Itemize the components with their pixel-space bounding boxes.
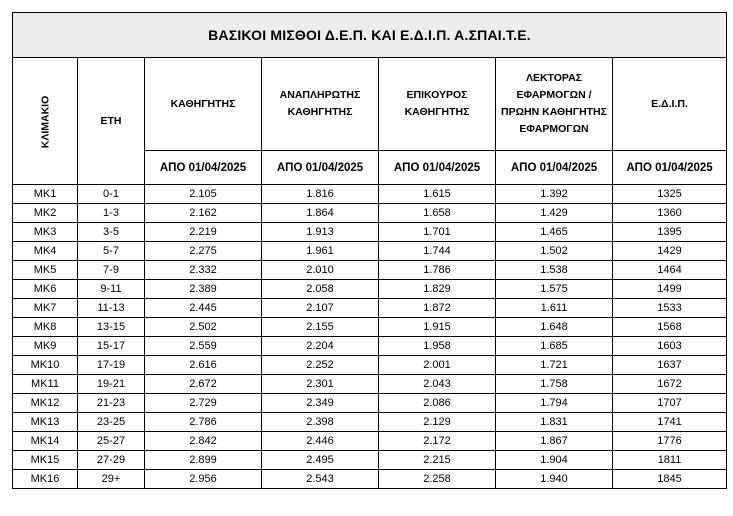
- table-row: [13, 204, 727, 223]
- associate-salary-cell: 1.961: [262, 242, 379, 261]
- edip-salary-cell: 1637: [613, 356, 727, 375]
- assistant-salary-cell: 2.215: [379, 451, 496, 470]
- table-row: [13, 318, 727, 337]
- associate-salary-cell: 2.398: [262, 413, 379, 432]
- years-cell: 9-11: [78, 280, 145, 299]
- lecturer-salary-cell: 1.429: [496, 204, 613, 223]
- professor-salary-cell: 2.616: [145, 356, 262, 375]
- lecturer-salary-cell: 1.831: [496, 413, 613, 432]
- associate-salary-cell: 1.913: [262, 223, 379, 242]
- step-cell: ΜΚ15: [13, 451, 78, 470]
- professor-salary-cell: 2.275: [145, 242, 262, 261]
- professor-salary-cell: 2.389: [145, 280, 262, 299]
- assistant-salary-cell: 2.129: [379, 413, 496, 432]
- table-row: [13, 394, 727, 413]
- lecturer-salary-cell: 1.648: [496, 318, 613, 337]
- assistant-salary-cell: 1.744: [379, 242, 496, 261]
- associate-salary-cell: 2.301: [262, 375, 379, 394]
- professor-salary-cell: 2.502: [145, 318, 262, 337]
- step-cell: ΜΚ8: [13, 318, 78, 337]
- header-date: ΑΠΟ 01/04/2025: [262, 151, 379, 185]
- associate-salary-cell: 2.107: [262, 299, 379, 318]
- step-cell: ΜΚ16: [13, 470, 78, 489]
- table-row: [13, 432, 727, 451]
- header-date: ΑΠΟ 01/04/2025: [496, 151, 613, 185]
- table-row: [13, 223, 727, 242]
- lecturer-salary-cell: 1.758: [496, 375, 613, 394]
- professor-salary-cell: 2.105: [145, 185, 262, 204]
- professor-salary-cell: 2.672: [145, 375, 262, 394]
- years-cell: 21-23: [78, 394, 145, 413]
- header-professor: ΚΑΘΗΓΗΤΗΣ: [145, 58, 262, 151]
- lecturer-salary-cell: 1.392: [496, 185, 613, 204]
- lecturer-salary-cell: 1.575: [496, 280, 613, 299]
- step-cell: ΜΚ10: [13, 356, 78, 375]
- associate-salary-cell: 2.446: [262, 432, 379, 451]
- associate-salary-cell: 1.816: [262, 185, 379, 204]
- table-row: [13, 299, 727, 318]
- step-cell: ΜΚ9: [13, 337, 78, 356]
- salary-table-container: [12, 12, 727, 489]
- professor-salary-cell: 2.842: [145, 432, 262, 451]
- associate-salary-cell: 2.155: [262, 318, 379, 337]
- lecturer-salary-cell: 1.685: [496, 337, 613, 356]
- years-cell: 11-13: [78, 299, 145, 318]
- edip-salary-cell: 1325: [613, 185, 727, 204]
- step-cell: ΜΚ14: [13, 432, 78, 451]
- table-row: [13, 451, 727, 470]
- edip-salary-cell: 1464: [613, 261, 727, 280]
- assistant-salary-cell: 1.958: [379, 337, 496, 356]
- years-cell: 1-3: [78, 204, 145, 223]
- edip-salary-cell: 1395: [613, 223, 727, 242]
- edip-salary-cell: 1672: [613, 375, 727, 394]
- header-date: ΑΠΟ 01/04/2025: [379, 151, 496, 185]
- years-cell: 15-17: [78, 337, 145, 356]
- professor-salary-cell: 2.559: [145, 337, 262, 356]
- edip-salary-cell: 1360: [613, 204, 727, 223]
- years-cell: 17-19: [78, 356, 145, 375]
- edip-salary-cell: 1776: [613, 432, 727, 451]
- associate-salary-cell: 2.010: [262, 261, 379, 280]
- lecturer-salary-cell: 1.502: [496, 242, 613, 261]
- edip-salary-cell: 1707: [613, 394, 727, 413]
- header-date: ΑΠΟ 01/04/2025: [613, 151, 727, 185]
- header-lecturer: ΛΕΚΤΟΡΑΣ ΕΦΑΡΜΟΓΩΝ / ΠΡΩΗΝ ΚΑΘΗΓΗΤΗΣ ΕΦΑΡΜΟΓΩΝ: [496, 58, 613, 151]
- associate-salary-cell: 2.252: [262, 356, 379, 375]
- header-associate-professor: ΑΝΑΠΛΗΡΩΤΗΣ ΚΑΘΗΓΗΤΗΣ: [262, 58, 379, 151]
- edip-salary-cell: 1533: [613, 299, 727, 318]
- professor-salary-cell: 2.729: [145, 394, 262, 413]
- step-cell: ΜΚ6: [13, 280, 78, 299]
- salary-table: [12, 12, 727, 489]
- lecturer-salary-cell: 1.904: [496, 451, 613, 470]
- associate-salary-cell: 2.543: [262, 470, 379, 489]
- header-edip: Ε.Δ.Ι.Π.: [613, 58, 727, 151]
- professor-salary-cell: 2.219: [145, 223, 262, 242]
- step-cell: ΜΚ2: [13, 204, 78, 223]
- table-title: ΒΑΣΙΚΟΙ ΜΙΣΘΟΙ Δ.Ε.Π. ΚΑΙ Ε.Δ.Ι.Π. Α.ΣΠΑΙ.Τ.Ε.: [13, 13, 727, 58]
- lecturer-salary-cell: 1.465: [496, 223, 613, 242]
- professor-salary-cell: 2.786: [145, 413, 262, 432]
- lecturer-salary-cell: 1.611: [496, 299, 613, 318]
- assistant-salary-cell: 2.172: [379, 432, 496, 451]
- professor-salary-cell: 2.445: [145, 299, 262, 318]
- edip-salary-cell: 1811: [613, 451, 727, 470]
- years-cell: 0-1: [78, 185, 145, 204]
- assistant-salary-cell: 1.829: [379, 280, 496, 299]
- step-cell: ΜΚ7: [13, 299, 78, 318]
- lecturer-salary-cell: 1.538: [496, 261, 613, 280]
- assistant-salary-cell: 2.001: [379, 356, 496, 375]
- lecturer-salary-cell: 1.721: [496, 356, 613, 375]
- assistant-salary-cell: 1.658: [379, 204, 496, 223]
- associate-salary-cell: 2.058: [262, 280, 379, 299]
- table-row: [13, 337, 727, 356]
- assistant-salary-cell: 1.872: [379, 299, 496, 318]
- assistant-salary-cell: 1.701: [379, 223, 496, 242]
- edip-salary-cell: 1568: [613, 318, 727, 337]
- step-cell: ΜΚ5: [13, 261, 78, 280]
- professor-salary-cell: 2.162: [145, 204, 262, 223]
- step-cell: ΜΚ12: [13, 394, 78, 413]
- years-cell: 25-27: [78, 432, 145, 451]
- step-cell: ΜΚ11: [13, 375, 78, 394]
- step-cell: ΜΚ13: [13, 413, 78, 432]
- table-row: [13, 261, 727, 280]
- table-row: [13, 242, 727, 261]
- table-row: [13, 470, 727, 489]
- years-cell: 5-7: [78, 242, 145, 261]
- assistant-salary-cell: 2.258: [379, 470, 496, 489]
- lecturer-salary-cell: 1.940: [496, 470, 613, 489]
- professor-salary-cell: 2.332: [145, 261, 262, 280]
- edip-salary-cell: 1499: [613, 280, 727, 299]
- table-row: [13, 375, 727, 394]
- years-cell: 7-9: [78, 261, 145, 280]
- years-cell: 19-21: [78, 375, 145, 394]
- years-cell: 23-25: [78, 413, 145, 432]
- edip-salary-cell: 1429: [613, 242, 727, 261]
- edip-salary-cell: 1845: [613, 470, 727, 489]
- years-cell: 27-29: [78, 451, 145, 470]
- professor-salary-cell: 2.899: [145, 451, 262, 470]
- associate-salary-cell: 2.495: [262, 451, 379, 470]
- table-row: [13, 356, 727, 375]
- table-row: [13, 185, 727, 204]
- associate-salary-cell: 2.204: [262, 337, 379, 356]
- assistant-salary-cell: 1.915: [379, 318, 496, 337]
- header-years: ΕΤΗ: [78, 58, 145, 185]
- edip-salary-cell: 1741: [613, 413, 727, 432]
- step-cell: ΜΚ1: [13, 185, 78, 204]
- associate-salary-cell: 2.349: [262, 394, 379, 413]
- table-row: [13, 280, 727, 299]
- header-date: ΑΠΟ 01/04/2025: [145, 151, 262, 185]
- header-step: [13, 58, 78, 185]
- table-row: [13, 413, 727, 432]
- step-cell: ΜΚ4: [13, 242, 78, 261]
- lecturer-salary-cell: 1.867: [496, 432, 613, 451]
- header-step-label: ΚΛΙΜΑΚΙΟ: [39, 95, 51, 149]
- assistant-salary-cell: 1.615: [379, 185, 496, 204]
- lecturer-salary-cell: 1.794: [496, 394, 613, 413]
- years-cell: 3-5: [78, 223, 145, 242]
- step-cell: ΜΚ3: [13, 223, 78, 242]
- assistant-salary-cell: 2.043: [379, 375, 496, 394]
- assistant-salary-cell: 1.786: [379, 261, 496, 280]
- header-assistant-professor: ΕΠΙΚΟΥΡΟΣ ΚΑΘΗΓΗΤΗΣ: [379, 58, 496, 151]
- years-cell: 29+: [78, 470, 145, 489]
- professor-salary-cell: 2.956: [145, 470, 262, 489]
- years-cell: 13-15: [78, 318, 145, 337]
- edip-salary-cell: 1603: [613, 337, 727, 356]
- assistant-salary-cell: 2.086: [379, 394, 496, 413]
- associate-salary-cell: 1.864: [262, 204, 379, 223]
